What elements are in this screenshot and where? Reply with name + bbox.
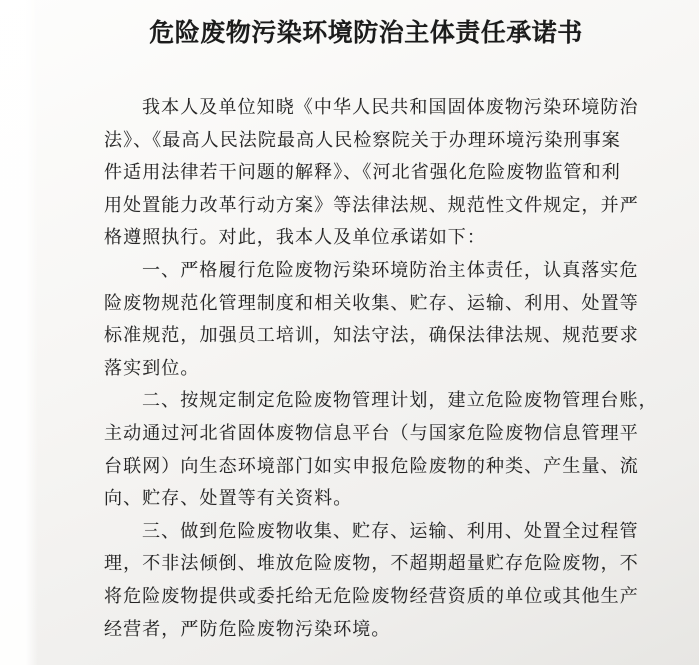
text-line: 理，不非法倾倒、堆放危险废物，不超期超量贮存危险废物，不 — [104, 553, 639, 574]
paragraph-item-3 — [104, 515, 639, 645]
paragraph-item-1 — [104, 254, 639, 384]
text-line: 二、按规定制定危险废物管理计划，建立危险废物管理台账， — [142, 390, 658, 411]
text-line: 险废物规范化管理制度和相关收集、贮存、运输、利用、处置等 — [104, 292, 639, 313]
text-line: 件适用法律若干问题的解释》、《河北省强化危险废物监管和利 — [104, 162, 621, 183]
document-title: 危险废物污染环境防治主体责任承诺书 — [149, 20, 583, 47]
text-line: 格遵照执行。对此，我本人及单位承诺如下： — [104, 227, 486, 248]
document-body — [104, 91, 658, 645]
text-line: 三、做到危险废物收集、贮存、运输、利用、处置全过程管 — [142, 520, 639, 541]
text-line: 落实到位。 — [104, 357, 200, 378]
text-line: 法》、《最高人民法院最高人民检察院关于办理环境污染刑事案 — [104, 129, 621, 150]
text-line: 我本人及单位知晓《中华人民共和国固体废物污染环境防治 — [142, 97, 639, 117]
paragraph-item-2 — [104, 384, 658, 514]
text-line: 标准规范，加强员工培训，知法守法，确保法律法规、规范要求 — [104, 325, 639, 346]
text-line: 主动通过河北省固体废物信息平台（与国家危险废物信息管理平 — [104, 422, 639, 443]
text-line: 用处置能力改革行动方案》等法律法规、规范性文件规定，并严 — [104, 194, 639, 215]
paragraph-intro — [104, 91, 639, 254]
text-line: 向、贮存、处置等有关资料。 — [104, 488, 353, 509]
text-line: 将危险废物提供或委托给无危险废物经营资质的单位或其他生产 — [104, 585, 639, 606]
text-line: 一、严格履行危险废物污染环境防治主体责任，认真落实危 — [142, 259, 639, 280]
text-line: 台联网）向生态环境部门如实申报危险废物的种类、产生量、流 — [104, 455, 639, 476]
text-line: 经营者，严防危险废物污染环境。 — [104, 618, 391, 639]
